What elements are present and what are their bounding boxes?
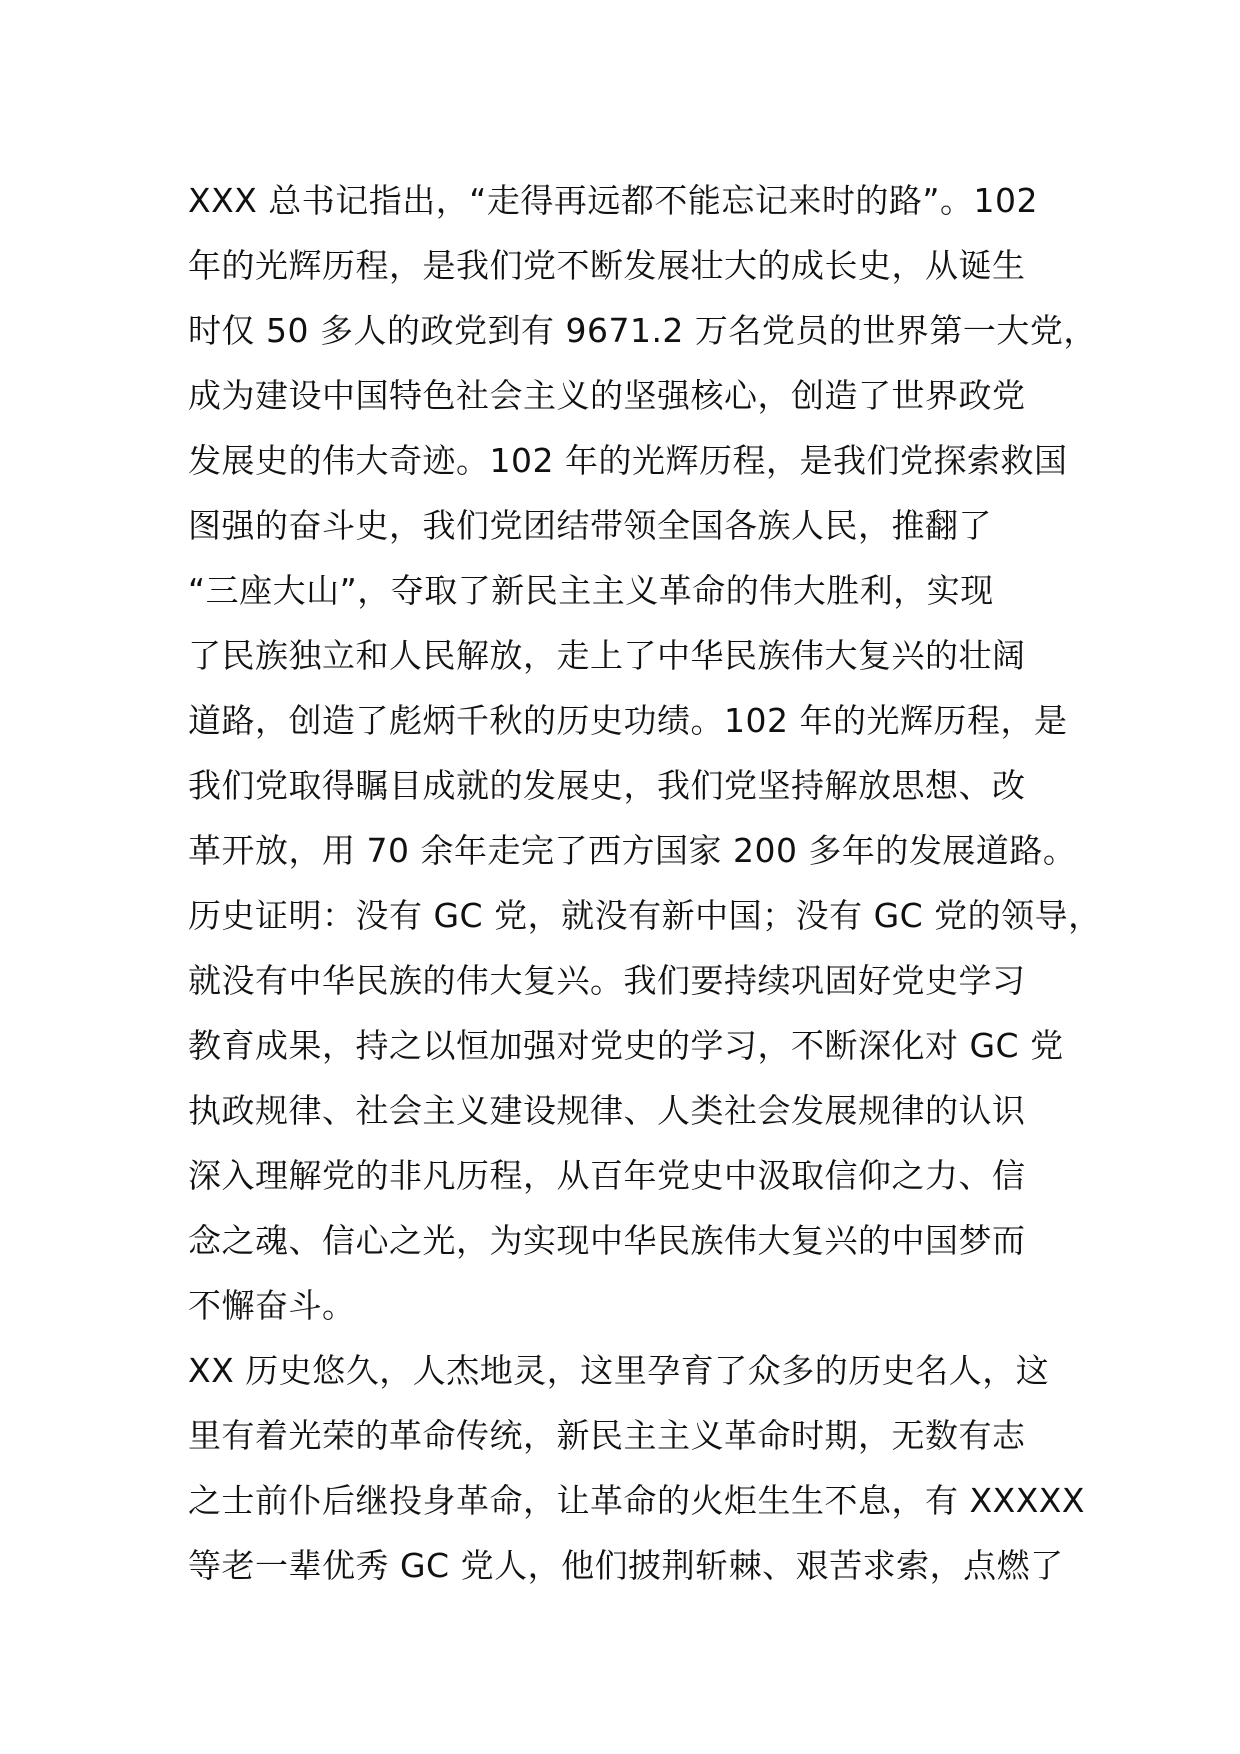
paragraph-2-line: 等老一辈优秀 GC 党人，他们披荆斩棘、艰苦求索，点燃了 xyxy=(188,1546,1064,1585)
paragraph-1-line: 图强的奋斗史，我们党团结带领全国各族人民，推翻了 xyxy=(188,506,992,545)
paragraph-2-line: XX 历史悠久，人杰地灵，这里孕育了众多的历史名人，这 xyxy=(188,1351,1050,1390)
paragraph-1-line: 道路，创造了彪炳千秋的历史功绩。102 年的光辉历程，是 xyxy=(188,701,1068,740)
paragraph-1-line: 年的光辉历程，是我们党不断发展壮大的成长史，从诞生 xyxy=(188,246,1026,285)
paragraph-1-line: 念之魂、信心之光，为实现中华民族伟大复兴的中国梦而 xyxy=(188,1221,1026,1260)
paragraph-1-line: 就没有中华民族的伟大复兴。我们要持续巩固好党史学习 xyxy=(188,961,1026,1000)
paragraph-1-line: 深入理解党的非凡历程，从百年党史中汲取信仰之力、信 xyxy=(188,1156,1026,1195)
paragraph-1-line: 执政规律、社会主义建设规律、人类社会发展规律的认识 xyxy=(188,1091,1026,1130)
paragraph-1-line: “三座大山”，夺取了新民主主义革命的伟大胜利，实现 xyxy=(188,571,994,610)
paragraph-1-line: 不懈奋斗。 xyxy=(188,1286,356,1325)
paragraph-1-line: 我们党取得瞩目成就的发展史，我们党坚持解放思想、改 xyxy=(188,766,1026,805)
paragraph-1-line: 发展史的伟大奇迹。102 年的光辉历程，是我们党探索救国 xyxy=(188,441,1068,480)
paragraph-1-line: XXX 总书记指出，“走得再远都不能忘记来时的路”。102 xyxy=(188,181,1038,220)
paragraph-1-line: 历史证明：没有 GC 党，就没有新中国；没有 GC 党的领导， xyxy=(188,896,1102,935)
paragraph-2-line: 里有着光荣的革命传统，新民主主义革命时期，无数有志 xyxy=(188,1416,1026,1455)
document-body xyxy=(188,168,1102,1598)
paragraph-1-line: 成为建设中国特色社会主义的坚强核心，创造了世界政党 xyxy=(188,376,1026,415)
paragraph-1-line: 了民族独立和人民解放，走上了中华民族伟大复兴的壮阔 xyxy=(188,636,1026,675)
paragraph-2-line: 之士前仆后继投身革命，让革命的火炬生生不息，有 XXXXX xyxy=(188,1481,1086,1520)
paragraph-1-line: 时仅 50 多人的政党到有 9671.2 万名党员的世界第一大党， xyxy=(188,311,1097,350)
paragraph-1-line: 革开放，用 70 余年走完了西方国家 200 多年的发展道路。 xyxy=(188,831,1077,870)
paragraph-1-line: 教育成果，持之以恒加强对党史的学习，不断深化对 GC 党 xyxy=(188,1026,1064,1065)
